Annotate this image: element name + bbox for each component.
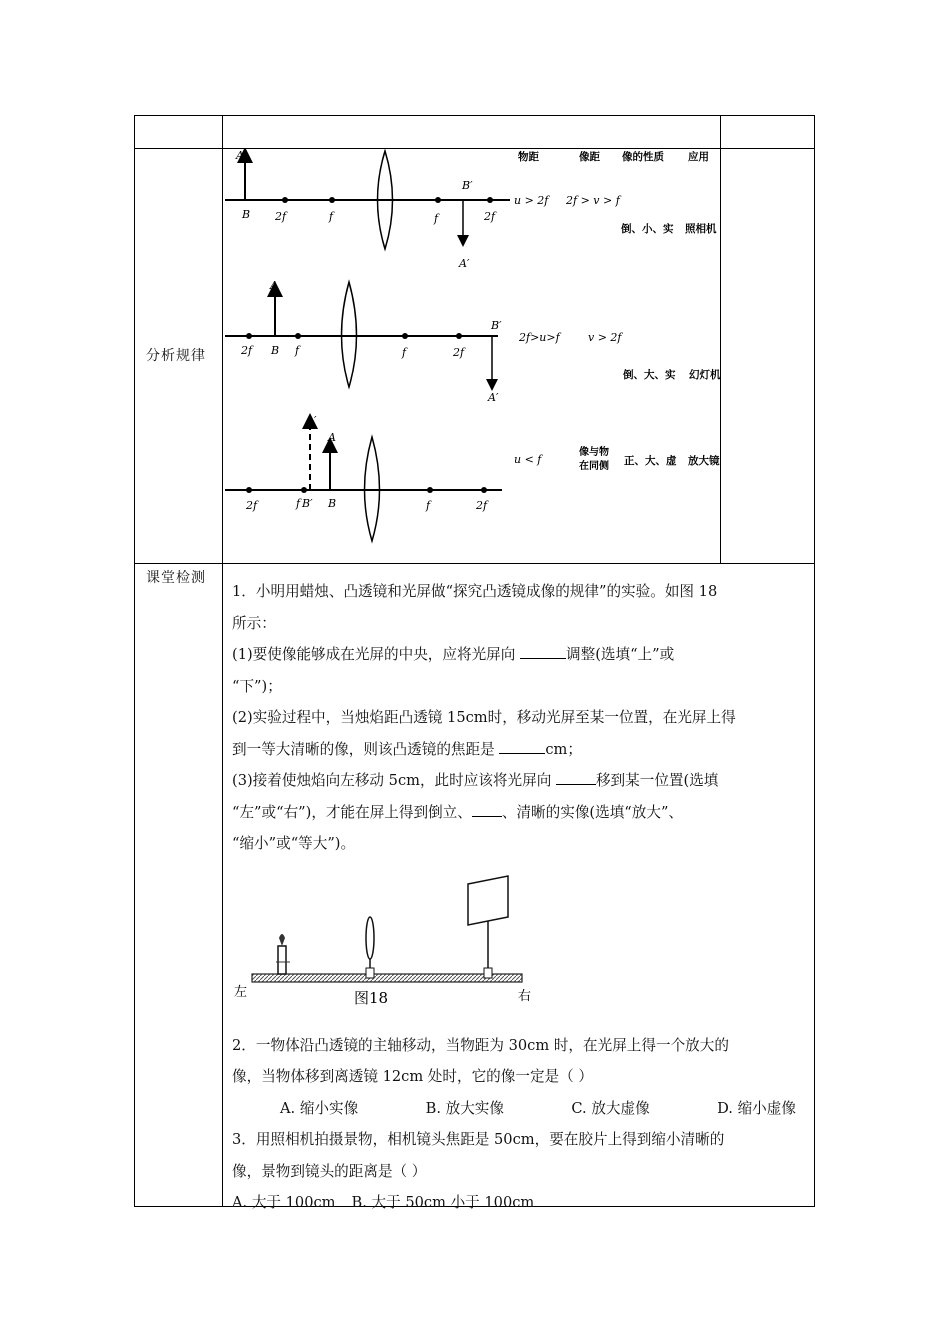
table-border-right bbox=[814, 115, 815, 1207]
table-border-top bbox=[134, 115, 815, 116]
label-B-prime: B′ bbox=[462, 179, 473, 192]
header-nature: 像的性质 bbox=[622, 151, 664, 163]
q1-part-2-text: 到一等大清晰的像，则该凸透镜的焦距是 bbox=[232, 740, 495, 758]
q1-part-2-text: (2)实验过程中，当烛焰距凸透镜 15cm时，移动光屏至某一位置，在光屏上得 bbox=[232, 709, 736, 726]
answer-blank[interactable] bbox=[472, 800, 502, 817]
label-A: A bbox=[270, 279, 278, 292]
q1-part-3-text: 、清晰的实像(选填“放大”、 bbox=[501, 803, 684, 821]
q1-part-1 bbox=[232, 639, 808, 671]
label-A-prime: A′ bbox=[306, 414, 317, 427]
diagram-case-2 bbox=[225, 279, 721, 404]
table-border-left bbox=[134, 115, 135, 1207]
label-2f: 2f bbox=[275, 210, 287, 223]
option-a[interactable]: A. 大于 100cm bbox=[232, 1194, 336, 1211]
q2-stem bbox=[232, 1030, 808, 1062]
label-2f: 2f bbox=[453, 346, 465, 359]
label-A-prime: A′ bbox=[459, 257, 470, 270]
q2-options bbox=[232, 1093, 808, 1125]
label-f: f bbox=[402, 346, 407, 359]
nature: 倒、大、实 bbox=[623, 369, 676, 381]
application: 放大镜 bbox=[688, 455, 720, 467]
header-image-distance: 像距 bbox=[579, 151, 600, 163]
q1-part-1-text: “下”)； bbox=[232, 677, 282, 695]
header-application: 应用 bbox=[688, 151, 709, 163]
label-B: B bbox=[328, 497, 337, 510]
option-d[interactable]: D. 缩小虚像 bbox=[717, 1099, 796, 1117]
nature: 正、大、虚 bbox=[624, 455, 677, 467]
q3-stem-line-2: 像，景物到镜头的距离是（ ） bbox=[232, 1162, 427, 1180]
lens bbox=[366, 917, 374, 978]
row-label-test: 课堂检测 bbox=[146, 570, 206, 586]
optical-bench bbox=[252, 974, 522, 982]
q3-stem-line-1: 3．用照相机拍摄景物，相机镜头焦距是 50cm，要在胶片上得到缩小清晰的 bbox=[232, 1131, 725, 1148]
table-row-divider bbox=[134, 563, 815, 564]
q1-part-2-text: cm； bbox=[545, 740, 582, 758]
condition-u: u < f bbox=[514, 453, 542, 466]
diagram-case-3 bbox=[225, 414, 720, 541]
label-A: A bbox=[236, 149, 244, 162]
label-2f: 2f bbox=[484, 210, 496, 223]
label-B: B bbox=[271, 344, 280, 357]
header-object-distance: 物距 bbox=[518, 151, 539, 163]
label-f: f bbox=[434, 212, 439, 225]
q3-options bbox=[232, 1187, 808, 1219]
label-2f: 2f bbox=[476, 499, 488, 512]
option-a[interactable]: A. 缩小实像 bbox=[280, 1099, 359, 1117]
label-f: f bbox=[296, 497, 301, 510]
light-screen bbox=[468, 876, 508, 978]
condition-u: u > 2f bbox=[514, 194, 549, 207]
candle bbox=[276, 934, 290, 974]
application: 幻灯机 bbox=[689, 369, 721, 381]
q1-part-3-text: “缩小”或“等大”)。 bbox=[232, 835, 356, 852]
option-b[interactable]: B. 放大实像 bbox=[425, 1099, 504, 1117]
label-right: 右 bbox=[518, 988, 532, 1004]
diagram-case-1 bbox=[225, 149, 717, 270]
answer-blank[interactable] bbox=[556, 768, 596, 785]
label-A: A bbox=[328, 431, 336, 444]
q1-stem bbox=[232, 576, 808, 608]
q1-stem-line-2: 所示： bbox=[232, 614, 276, 632]
label-B: B bbox=[242, 208, 251, 221]
q3-stem bbox=[232, 1124, 808, 1156]
label-left: 左 bbox=[234, 984, 248, 1000]
row-label-analysis: 分析规律 bbox=[146, 348, 206, 364]
q1-part-3-text: (3)接着使烛焰向左移动 5cm，此时应该将光屏向 bbox=[232, 772, 552, 789]
q2-stem-line-2: 像，当物体移到离透镜 12cm 处时，它的像一定是（ ） bbox=[232, 1068, 593, 1085]
figure-18 bbox=[232, 872, 532, 1022]
condition-v: 2f > v > f bbox=[566, 194, 620, 207]
lens-diagrams bbox=[222, 149, 732, 554]
q1-part-3-text: 移到某一位置(选填 bbox=[595, 772, 719, 789]
application: 照相机 bbox=[685, 223, 717, 235]
option-b[interactable]: B. 大于 50cm 小于 100cm bbox=[351, 1194, 535, 1211]
label-B-prime: B′ bbox=[302, 497, 313, 510]
answer-blank[interactable] bbox=[520, 642, 566, 659]
q2-stem-line-1: 2．一物体沿凸透镜的主轴移动，当物距为 30cm 时，在光屏上得一个放大的 bbox=[232, 1036, 729, 1054]
answer-blank[interactable] bbox=[499, 737, 545, 754]
label-2f: 2f bbox=[241, 344, 253, 357]
label-f: f bbox=[426, 499, 431, 512]
label-A-prime: A′ bbox=[488, 391, 499, 404]
label-2f: 2f bbox=[246, 499, 258, 512]
figure-caption: 图18 bbox=[354, 988, 389, 1007]
q1-part-1-text: 调整(选填“上”或 bbox=[566, 646, 675, 663]
q1-part-3-text: “左”或“右”)，才能在屏上得到倒立、 bbox=[232, 803, 472, 821]
option-c[interactable]: C. 放大虚像 bbox=[571, 1099, 650, 1117]
label-B-prime: B′ bbox=[491, 319, 502, 332]
label-f: f bbox=[329, 210, 334, 223]
q1-part-2 bbox=[232, 702, 808, 734]
condition-u: 2f>u>f bbox=[519, 331, 560, 344]
q1-part-3 bbox=[232, 765, 808, 797]
label-f: f bbox=[295, 344, 300, 357]
questions-content bbox=[232, 576, 808, 1219]
q1-stem-line-1: 1．小明用蜡烛、凸透镜和光屏做“探究凸透镜成像的规律”的实验。如图 18 bbox=[232, 583, 718, 600]
same-side-note: 像与物 bbox=[579, 447, 609, 458]
condition-v: v > 2f bbox=[588, 331, 622, 344]
q1-part-1-text: (1)要使像能够成在光屏的中央，应将光屏向 bbox=[232, 646, 516, 663]
nature: 倒、小、实 bbox=[621, 223, 674, 235]
same-side-note: 在同侧 bbox=[579, 461, 609, 472]
